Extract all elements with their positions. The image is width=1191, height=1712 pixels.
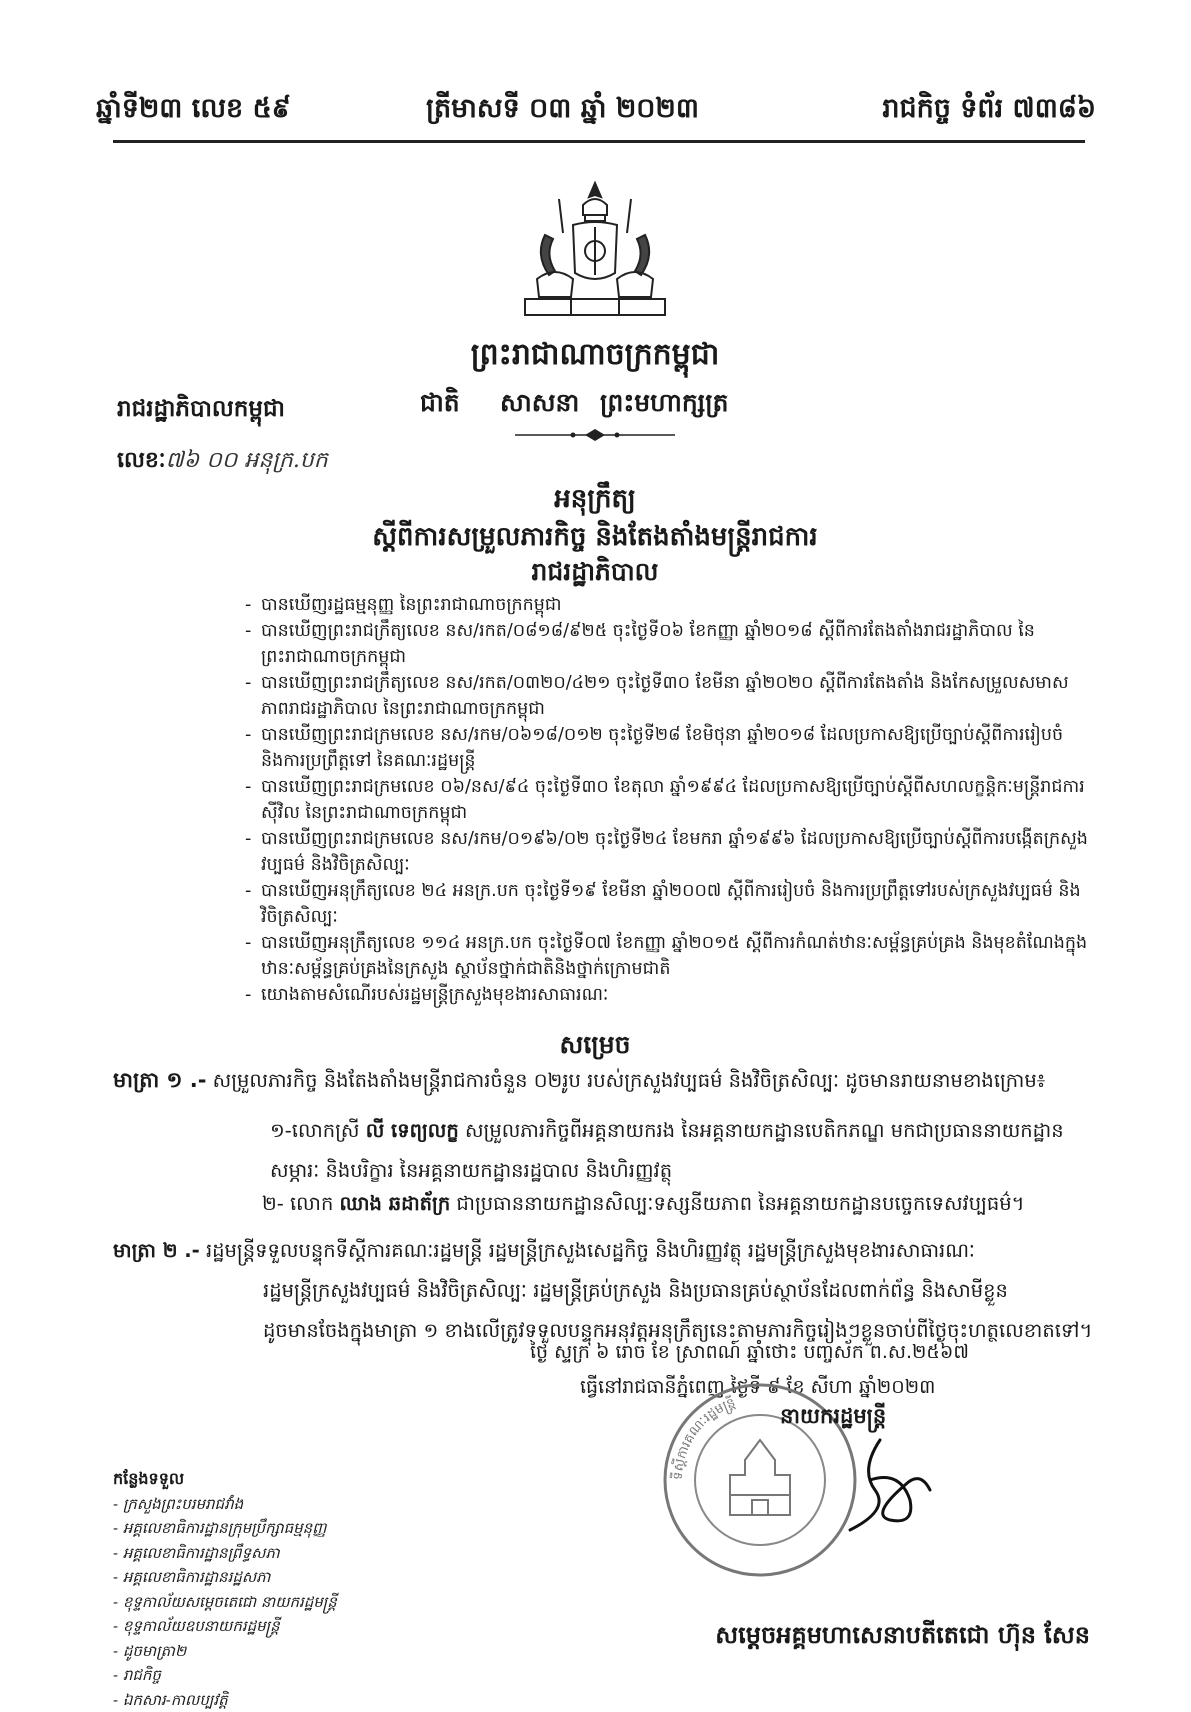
gazette-year-number: ឆ្នាំទី២៣ លេខ ៥៩ bbox=[96, 92, 291, 131]
royal-coat-of-arms-icon bbox=[515, 175, 675, 325]
motto-king: ព្រះមហាក្សត្រ bbox=[600, 388, 729, 424]
handwritten-signature bbox=[820, 1430, 940, 1540]
document-subject: ស្តីពីការសម្រួលភារកិច្ច និងតែងតាំងមន្ត្រីរាជការ bbox=[240, 520, 950, 558]
issuing-body: រាជរដ្ឋាភិបាល bbox=[400, 557, 790, 593]
legal-basis-list bbox=[245, 592, 1090, 1008]
recipient-item: - ខុទ្ទកាល័យសម្តេចតេជោ នាយករដ្ឋមន្ត្រី bbox=[113, 1590, 423, 1615]
legal-basis-item: - បានឃើញព្រះរាជក្រមលេខ ០៦/នស/៩៤ ចុះថ្ងៃទី៣០ ខែតុលា ឆ្នាំ១៩៩៤ ដែលប្រកាសឱ្យប្រើច្បាប់ស្តីពីសហលក្ខន្តិកៈមន្ត្រីរាជការស៊ីវិល នៃព្រះរាជាណាចក្រកម្ពុជា bbox=[245, 774, 1090, 826]
reference-value: ៧៦ ០០ អនុក្រ.បក bbox=[166, 448, 328, 473]
header-divider bbox=[113, 140, 1085, 143]
recipient-item: - អគ្គលេខាធិការដ្ឋានក្រុមប្រឹក្សាធម្មនុញ្ញ bbox=[113, 1516, 423, 1541]
legal-basis-item: - បានឃើញអនុក្រឹត្យលេខ ២៤ អនក្រ.បក ចុះថ្ងៃទី១៩ ខែមីនា ឆ្នាំ២០០៧ ស្តីពីការរៀបចំ និងការប្រព្រឹត្តទៅរបស់ក្រសួងវប្បធម៌ និងវិចិត្រសិល្បៈ bbox=[245, 878, 1090, 930]
reference-number bbox=[117, 446, 328, 478]
ornament-divider-icon bbox=[515, 427, 675, 443]
legal-basis-item: - បានឃើញអនុក្រឹត្យលេខ ១១៤ អនក្រ.បក ចុះថ្ងៃទី០៧ ខែកញ្ញា ឆ្នាំ២០១៥ ស្តីពីការកំណត់ឋានៈសម្ព័ន្ធគ្រប់គ្រង និងមុខតំណែងក្នុងឋានៈសម្ព័ន្ធគ្រប់គ្រងនៃក្រសួង ស្ថាប័នថ្នាក់ជាតិនិងថ្នាក់ក្រោមជាតិ bbox=[245, 930, 1090, 982]
gazette-quarter: ត្រីមាសទី ០៣ ឆ្នាំ ២០២៣ bbox=[426, 92, 699, 131]
recipient-item: - អគ្គលេខាធិការដ្ឋានព្រឹទ្ធសភា bbox=[113, 1541, 423, 1566]
recipient-item: - ដូចមាត្រា២ bbox=[113, 1639, 423, 1664]
lunar-date: ថ្ងៃ ស្ទក្រ ៦ រោច ខែ ស្រាពណ៍ ឆ្នាំថោះ បញ្ចស័ក ព.ស.២៥៦៧ bbox=[530, 1340, 1090, 1368]
recipient-item: - អគ្គលេខាធិការដ្ឋានរដ្ឋសភា bbox=[113, 1565, 423, 1590]
legal-basis-item: - បានឃើញព្រះរាជក្រឹត្យលេខ នស/រកត/០៣២០/៤២១ ចុះថ្ងៃទី៣០ ខែមីនា ឆ្នាំ២០២០ ស្តីពីការតែងតាំង និងកែសម្រួលសមាសភាពរាជរដ្ឋាភិបាល នៃព្រះរាជាណាចក្រកម្ពុជា bbox=[245, 670, 1090, 722]
appointee-1-prefix: ១-លោកស្រី bbox=[270, 1119, 360, 1142]
article-2-line-3: ដូចមានចែងក្នុងមាត្រា ១ ខាងលើត្រូវទទួលបន្ទុកអនុវត្តអនុក្រឹត្យនេះតាមភារកិច្ចរៀងៗខ្លួនចាប់ពីថ្ងៃចុះហត្ថលេខាតទៅ។ bbox=[113, 1311, 1093, 1351]
document-type: អនុក្រឹត្យ bbox=[300, 482, 890, 520]
legal-basis-item: - បានឃើញព្រះរាជក្រឹត្យលេខ នស/រកត/០៨១៨/៩២៥ ចុះថ្ងៃទី០៦ ខែកញ្ញា ឆ្នាំ២០១៨ ស្តីពីការតែងតាំងរាជរដ្ឋាភិបាល នៃព្រះរាជាណាចក្រកម្ពុជា bbox=[245, 618, 1090, 670]
motto-religion: សាសនា bbox=[500, 388, 579, 424]
motto-nation: ជាតិ bbox=[420, 388, 460, 424]
legal-basis-item: - បានឃើញរដ្ឋធម្មនុញ្ញ នៃព្រះរាជាណាចក្រកម្ពុជា bbox=[245, 592, 1090, 618]
appointee-2-role: ជាប្រធាននាយកដ្ឋានសិល្បៈទស្សនីយភាព នៃអគ្គនាយកដ្ឋានបច្ចេកទេសវប្បធម៌។ bbox=[456, 1192, 1024, 1215]
signer-name: សម្តេចអគ្គមហាសេនាបតីតេជោ ហ៊ុន សែន bbox=[600, 1620, 1090, 1655]
recipient-item: - ក្រសួងព្រះបរមរាជវាំង bbox=[113, 1492, 423, 1517]
recipients-heading: កន្លែងទទួល bbox=[113, 1467, 423, 1492]
appointee-2-prefix: ២- លោក bbox=[262, 1192, 333, 1215]
article-2 bbox=[113, 1231, 1093, 1351]
kingdom-title: ព្រះរាជាណាចក្រកម្ពុជា bbox=[390, 335, 800, 379]
gregorian-date: ធ្វើនៅរាជធានីភ្នំពេញ ថ្ងៃទី ៩ ខែ សីហា ឆ្នាំ២០២៣ bbox=[580, 1375, 1090, 1403]
recipient-item: - រាជកិច្ច bbox=[113, 1663, 423, 1688]
appointee-1-name: លី ទេព្យលក្ខ bbox=[366, 1119, 459, 1142]
seal-text: ទីស្តីការគណៈរដ្ឋមន្ត្រី bbox=[669, 1393, 738, 1480]
appointee-1-role: សម្រួលភារកិច្ចពីអគ្គនាយករង នៃអគ្គនាយកដ្ឋានបេតិកភណ្ឌ មកជាប្រធាននាយកដ្ឋានសម្ភារៈ និងបរិក្ខារ នៃអគ្គនាយកដ្ឋានរដ្ឋបាល និងហិរញ្ញវត្ថុ bbox=[270, 1119, 1064, 1182]
article-1 bbox=[113, 1067, 1093, 1098]
legal-basis-item: - បានឃើញព្រះរាជក្រមលេខ នស/រកម/០១៩៦/០២ ចុះថ្ងៃទី២៤ ខែមករា ឆ្នាំ១៩៩៦ ដែលប្រកាសឱ្យប្រើច្បាប់ស្តីពីការបង្កើតក្រសួងវប្បធម៌ និងវិចិត្រសិល្បៈ bbox=[245, 826, 1090, 878]
gazette-page: រាជកិច្ច ទំព័រ ៧៣៨៦ bbox=[882, 92, 1096, 131]
article-2-line-2: រដ្ឋមន្ត្រីក្រសួងវប្បធម៌ និងវិចិត្រសិល្បៈ រដ្ឋមន្ត្រីគ្រប់ក្រសួង និងប្រធានគ្រប់ស្ថាប័នដែលពាក់ព័ន្ធ និងសាមីខ្លួន bbox=[113, 1271, 1093, 1311]
prime-minister-title: នាយករដ្ឋមន្ត្រី bbox=[780, 1403, 886, 1434]
legal-basis-item: - យោងតាមសំណើរបស់រដ្ឋមន្ត្រីក្រសួងមុខងារសាធារណៈ bbox=[245, 982, 1090, 1008]
decision-heading: សម្រេច bbox=[400, 1030, 790, 1066]
appointee-2 bbox=[262, 1191, 1092, 1220]
gazette-header bbox=[96, 92, 1096, 138]
reference-label: លេខៈ bbox=[117, 448, 166, 473]
recipient-item: - ខុទ្ទកាល័យឧបនាយករដ្ឋមន្ត្រី bbox=[113, 1614, 423, 1639]
recipient-item: - ឯកសារ-កាលប្បវត្តិ bbox=[113, 1688, 423, 1712]
article-2-label: មាត្រា ២ .- bbox=[113, 1239, 200, 1262]
article-1-text: សម្រួលភារកិច្ច និងតែងតាំងមន្ត្រីរាជការចំនួន ០២រូប របស់ក្រសួងវប្បធម៌ និងវិចិត្រសិល្បៈ ដូចមានរាយនាមខាងក្រោម៖ bbox=[213, 1069, 1046, 1092]
article-1-label: មាត្រា ១ .- bbox=[113, 1068, 206, 1092]
appointee-1 bbox=[270, 1111, 1090, 1191]
legal-basis-item: - បានឃើញព្រះរាជក្រមលេខ នស/រកម/០៦១៨/០១២ ចុះថ្ងៃទី២៨ ខែមិថុនា ឆ្នាំ២០១៨ ដែលប្រកាសឱ្យប្រើច្បាប់ស្តីពីការរៀបចំ និងការប្រព្រឹត្តទៅ នៃគណៈរដ្ឋមន្ត្រី bbox=[245, 722, 1090, 774]
recipients-list bbox=[113, 1467, 423, 1712]
article-2-line-1: រដ្ឋមន្ត្រីទទួលបន្ទុកទីស្តីការគណៈរដ្ឋមន្ត្រី រដ្ឋមន្ត្រីក្រសួងសេដ្ឋកិច្ច និងហិរញ្ញវត្ថុ រដ្ឋមន្ត្រីក្រសួងមុខងារសាធារណៈ bbox=[206, 1239, 975, 1262]
appointee-2-name: ឈាង ឆដាត័ក្រ bbox=[340, 1192, 451, 1215]
government-label: រាជរដ្ឋាភិបាលកម្ពុជា bbox=[117, 395, 285, 428]
